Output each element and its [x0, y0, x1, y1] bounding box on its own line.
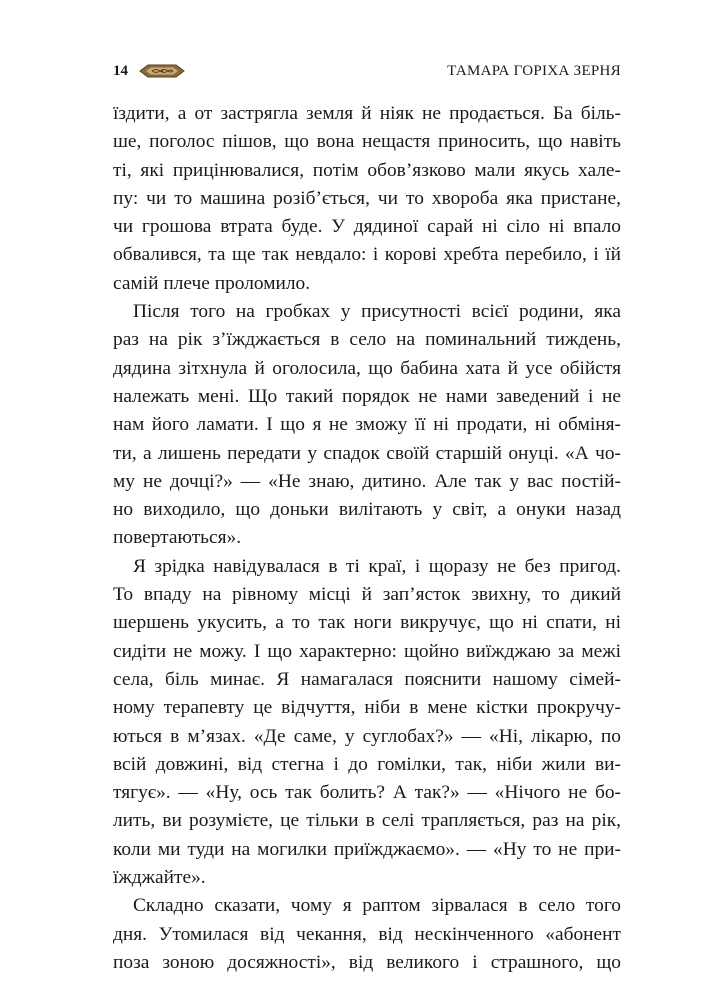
text-line: ше, поголос пішов, що вона нещастя приносить, що навіть — [113, 131, 621, 153]
paragraph — [113, 100, 621, 298]
text-line: їздити, а от застрягла земля й ніяк не продається. Ба біль- — [113, 103, 621, 124]
text-line: лить, ви розумієте, це тільки в селі трапляється, раз на рік, — [113, 810, 621, 832]
text-line: коли ми туди на могилки приїжджаємо». — «Ну то не при- — [113, 838, 621, 860]
text-line: тягує». — «Ну, ось так болить? А так?» — «Нічого не бо- — [113, 782, 621, 804]
text-line: дня. Утомилася від чекання, від нескінченного «абонент — [113, 923, 621, 945]
page-number: 14 — [113, 63, 128, 79]
text-line: їжджайте». — [113, 867, 206, 889]
text-line: повертаються». — [113, 527, 242, 549]
text-line: То впаду на рівному місці й зап’ясток звихну, то дикий — [113, 584, 621, 606]
body-text — [113, 100, 621, 977]
text-line: Після того на гробках у присутності всієї родини, яка — [133, 301, 621, 323]
text-line: самій плече проломило. — [113, 272, 311, 294]
paragraph — [113, 892, 621, 977]
text-line: поза зоною досяжності», від великого і страшного, що — [113, 951, 621, 973]
text-line: раз на рік з’їжджається в село на поминальний тиждень, — [113, 329, 621, 351]
text-line: сидіти не можу. І що характерно: щойно виїжджаю за межі — [113, 640, 621, 662]
text-line: чи грошова втрата буде. У дядиної сарай ні сіло ні впало — [113, 216, 621, 238]
paragraph — [113, 553, 621, 893]
text-line: му не дочці?» — «Не знаю, дитино. Але так у вас постій- — [113, 470, 621, 492]
page-header — [113, 60, 621, 84]
text-line: обвалився, та ще так невдало: і корові хребта перебило, і їй — [113, 244, 621, 266]
text-line: шершень укусить, а то так ноги викручує, що ні спати, ні — [113, 612, 621, 634]
text-line: ються в м’язах. «Де саме, у суглобах?» — «Ні, лікарю, по — [113, 725, 621, 747]
text-line: дядина зітхнула й оголосила, що бабина хата й усе обійстя — [113, 357, 621, 379]
text-line: пу: чи то машина розіб’ється, чи то хвороба яка пристане, — [113, 187, 621, 209]
text-line: ному терапевту це відчуття, ніби в мене кістки прокручу- — [113, 697, 621, 719]
ornament-icon — [138, 63, 186, 79]
text-line: села, біль минає. Я намагалася пояснити нашому сімей- — [113, 668, 621, 690]
text-line: Я зрідка навідувалася в ті краї, і щоразу не без пригод. — [133, 555, 621, 577]
text-line: належать мені. Що такий порядок не нами заведений і не — [113, 385, 621, 407]
text-line: ти, а лишень передати у спадок своїй старшій онуці. «А чо- — [113, 442, 621, 464]
text-line: ті, які прицінювалися, потім обов’язково мали якусь хале- — [113, 159, 621, 181]
text-line: но виходило, що доньки вилітають у світ, а онуки назад — [113, 499, 621, 521]
text-line: Складно сказати, чому я раптом зірвалася в село того — [133, 895, 621, 917]
running-head-title: ТАМАРА ГОРІХА ЗЕРНЯ — [447, 63, 621, 79]
text-line: нам його ламати. І що я не зможу її ні продати, ні обміня- — [113, 414, 621, 436]
text-line: всій довжині, від стегна і до гомілки, так, ніби жили ви- — [113, 753, 621, 775]
paragraph — [113, 298, 621, 553]
